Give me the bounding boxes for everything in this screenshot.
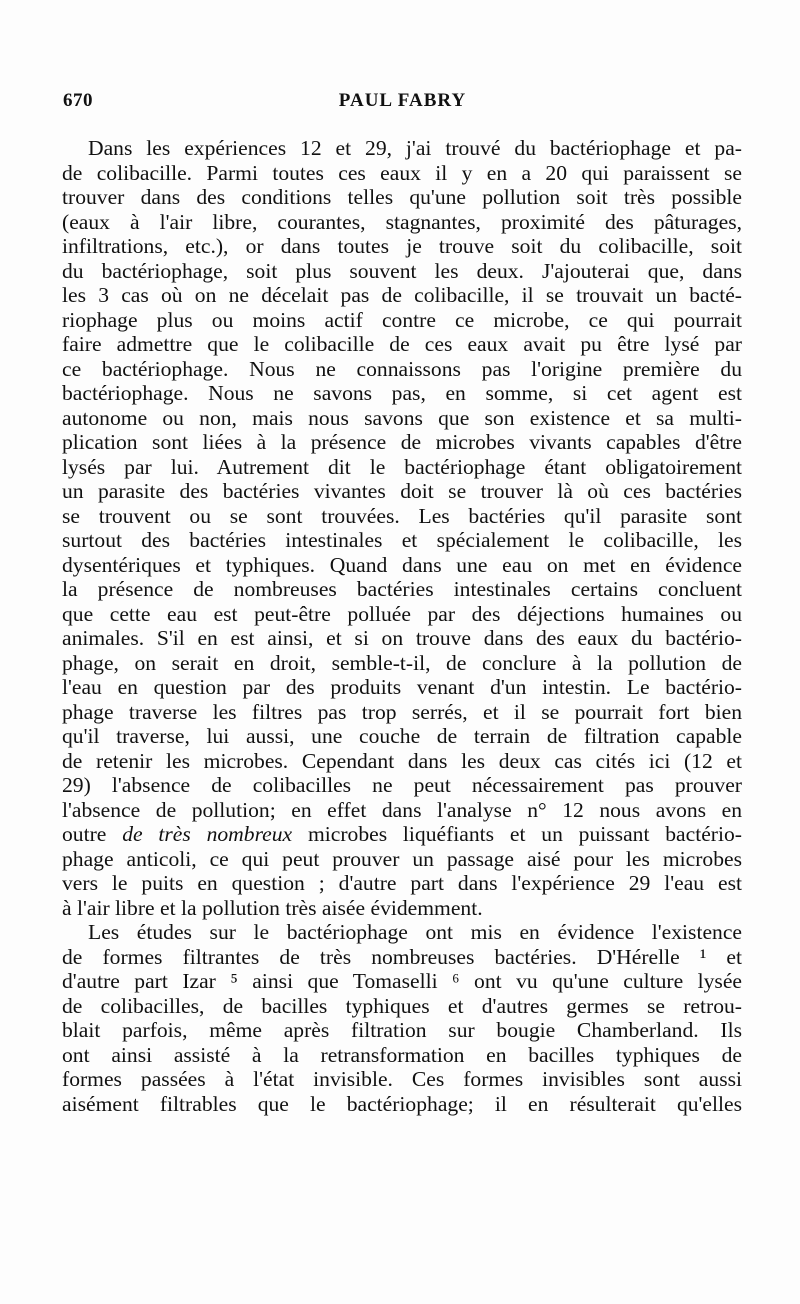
text-line: infiltrations, etc.), or dans toutes je trouve soit du colibacille, soit bbox=[62, 234, 742, 258]
text-line: dysentériques et typhiques. Quand dans une eau on met en évidence bbox=[62, 552, 742, 577]
text-line: de formes filtrantes de très nombreuses bactéries. D'Hérelle ¹ et bbox=[62, 944, 742, 969]
running-head: PAUL FABRY bbox=[338, 90, 467, 111]
text-line: vers le puits en question ; d'autre part dans l'expérience 29 l'eau est bbox=[62, 871, 742, 895]
text-line: phage traverse les filtres pas trop serrés, et il se pourrait fort bien bbox=[62, 699, 742, 724]
text-line: d'autre part Izar ⁵ ainsi que Tomaselli ⁶ ont vu qu'une culture lysée bbox=[62, 969, 742, 993]
text-line: les 3 cas où on ne décelait pas de colibacille, il se trouvait un bacté- bbox=[62, 283, 742, 307]
text-line: trouver dans des conditions telles qu'une pollution soit très possible bbox=[62, 185, 742, 209]
text-line: se trouvent ou se sont trouvées. Les bactéries qu'il parasite sont bbox=[62, 503, 742, 528]
text-line: l'eau en question par des produits venant d'un intestin. Le bactério- bbox=[62, 675, 742, 699]
text-line: que cette eau est peut-être polluée par des déjections humaines ou bbox=[62, 601, 742, 626]
body-text bbox=[62, 136, 742, 1116]
text-line: aisément filtrables que le bactériophage; il en résulterait qu'elles bbox=[62, 1091, 742, 1116]
text-run: microbes liquéfiants et un puissant bactério- bbox=[292, 822, 742, 846]
text-line: Dans les expériences 12 et 29, j'ai trouvé du bactériophage et pa- bbox=[88, 136, 742, 160]
text-line: la présence de nombreuses bactéries intestinales certains concluent bbox=[62, 577, 742, 601]
text-line: formes passées à l'état invisible. Ces formes invisibles sont aussi bbox=[62, 1067, 742, 1091]
text-line: 29) l'absence de colibacilles ne peut nécessairement pas prouver bbox=[62, 773, 742, 797]
text-line: phage anticoli, ce qui peut prouver un passage aisé pour les microbes bbox=[62, 846, 742, 871]
text-line: (eaux à l'air libre, courantes, stagnantes, proximité des pâturages, bbox=[62, 209, 742, 234]
text-line: de colibacilles, de bacilles typhiques et d'autres germes se retrou- bbox=[62, 993, 742, 1018]
text-line: ce bactériophage. Nous ne connaissons pas l'origine première du bbox=[62, 356, 742, 381]
text-line: faire admettre que le colibacille de ces eaux avait pu être lysé par bbox=[62, 332, 742, 356]
page-number: 670 bbox=[63, 90, 93, 111]
text-line: lysés par lui. Autrement dit le bactériophage étant obligatoirement bbox=[62, 454, 742, 479]
text-line: l'absence de pollution; en effet dans l'analyse n° 12 nous avons en bbox=[62, 797, 742, 822]
paragraph bbox=[62, 920, 742, 1116]
text-line: phage, on serait en droit, semble-t-il, de conclure à la pollution de bbox=[62, 650, 742, 675]
text-line-with-italic bbox=[62, 822, 742, 847]
page-header bbox=[63, 90, 742, 118]
text-run: outre bbox=[62, 822, 123, 846]
text-line: plication sont liées à la présence de microbes vivants capables d'être bbox=[62, 430, 742, 454]
italic-phrase: de très nombreux bbox=[122, 822, 293, 846]
text-line: de retenir les microbes. Cependant dans les deux cas cités ici (12 et bbox=[62, 748, 742, 773]
text-line: animales. S'il en est ainsi, et si on trouve dans des eaux du bactério- bbox=[62, 626, 742, 650]
text-line: surtout des bactéries intestinales et spécialement le colibacille, les bbox=[62, 528, 742, 552]
text-line: blait parfois, même après filtration sur bougie Chamberland. Ils bbox=[62, 1018, 742, 1042]
text-line: un parasite des bactéries vivantes doit se trouver là où ces bactéries bbox=[62, 479, 742, 503]
text-line: qu'il traverse, lui aussi, une couche de terrain de filtration capable bbox=[62, 724, 742, 748]
text-line: du bactériophage, soit plus souvent les deux. J'ajouterai que, dans bbox=[62, 258, 742, 283]
paragraph bbox=[62, 136, 742, 920]
text-line: bactériophage. Nous ne savons pas, en somme, si cet agent est bbox=[62, 381, 742, 405]
text-line: riophage plus ou moins actif contre ce microbe, ce qui pourrait bbox=[62, 307, 742, 332]
text-line: de colibacille. Parmi toutes ces eaux il y en a 20 qui paraissent se bbox=[62, 160, 742, 185]
text-line: à l'air libre et la pollution très aisée évidemment. bbox=[62, 895, 483, 920]
text-line: ont ainsi assisté à la retransformation en bacilles typhiques de bbox=[62, 1042, 742, 1067]
text-line: Les études sur le bactériophage ont mis en évidence l'existence bbox=[88, 920, 742, 944]
text-line: autonome ou non, mais nous savons que son existence et sa multi- bbox=[62, 405, 742, 430]
